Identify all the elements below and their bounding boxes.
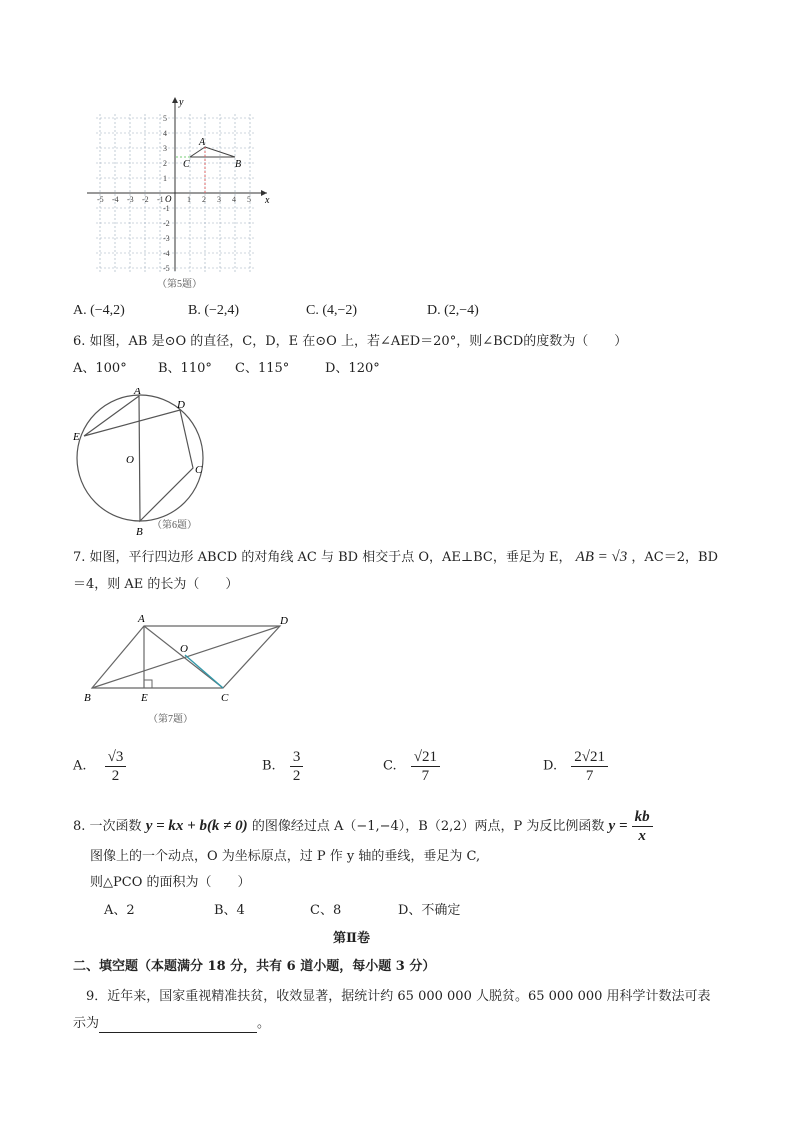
- q8-stem-line2: 图像上的一个动点，O 为坐标原点，过 P 作 y 轴的垂线，垂足为 C,: [90, 849, 481, 864]
- q6-label-c: C: [195, 464, 203, 476]
- q6-label-a: A: [134, 388, 141, 397]
- q5-tick-y: 1: [163, 174, 167, 183]
- q5-option-a[interactable]: A. (−4,2): [73, 303, 125, 318]
- q7-stem-math: AB = √3: [575, 549, 628, 565]
- section-title: 第Ⅱ卷: [333, 931, 370, 946]
- q5-tick-x: -2: [142, 195, 149, 204]
- q6-option-d[interactable]: D、120°: [325, 361, 380, 376]
- q7-label-o: O: [180, 643, 188, 655]
- q7-label-b: B: [84, 692, 91, 704]
- q5-option-b[interactable]: B. (−2,4): [188, 303, 240, 318]
- q9-answer-blank[interactable]: [99, 1019, 257, 1033]
- q7-label-e: E: [141, 692, 148, 704]
- q8-stem-line3: 则△PCO 的面积为（ ）: [90, 875, 251, 890]
- q6-label-d: D: [177, 399, 185, 411]
- q5-tick-y: 4: [163, 129, 167, 138]
- q7-label-d: D: [280, 615, 288, 627]
- q6-figure: [70, 388, 230, 538]
- q5-option-c[interactable]: C. (4,−2): [306, 303, 358, 318]
- q8-stem-line1: 8. 一次函数 y = kx + b(k ≠ 0) 的图像经过点 A（−1,−4），B（2,2）两点，P 为反比例函数 y = $\frac{kb}{x}$: [73, 808, 653, 845]
- q5-label-b: B: [235, 159, 242, 170]
- q7-option-a[interactable]: A. $\frac{√3}{2}$: [73, 748, 126, 785]
- q5-axis-y-label: y: [179, 97, 184, 108]
- q7-option-c[interactable]: C. $\frac{√21}{7}$: [383, 748, 440, 785]
- q7-option-d[interactable]: D. $\frac{2√21}{7}$: [543, 748, 608, 785]
- q5-figure: [85, 95, 275, 295]
- q7-option-b[interactable]: B. $\frac{3}{2}$: [262, 748, 303, 785]
- q5-option-d[interactable]: D. (2,−4): [427, 303, 479, 318]
- section-heading: 二、填空题（本题满分 18 分，共有 6 道小题，每小题 3 分）: [73, 959, 436, 974]
- q9-line2: 示为 。: [73, 1016, 271, 1031]
- q5-tick-x: -3: [127, 195, 134, 204]
- q6-option-b[interactable]: B、110°: [158, 361, 212, 376]
- q5-tick-y: -5: [163, 264, 170, 273]
- q5-tick-x: 5: [247, 195, 251, 204]
- q6-label-o: O: [126, 454, 134, 466]
- q7-label-c: C: [221, 692, 229, 704]
- q5-tick-y: 3: [163, 144, 167, 153]
- q7-stem-line1: 7. 如图，平行四边形 ABCD 的对角线 AC 与 BD 相交于点 O，AE⊥BC，垂足为 E， AB = √3 ，AC＝2，BD: [73, 549, 719, 565]
- q5-tick-y: -4: [163, 249, 170, 258]
- q7-label-a: A: [138, 613, 145, 625]
- q8-option-c[interactable]: C、8: [310, 903, 342, 918]
- q5-tick-y: -3: [163, 234, 170, 243]
- q6-label-e: E: [73, 431, 80, 443]
- q8-linear-function: y = kx + b(k ≠ 0): [145, 818, 248, 834]
- q6-label-b: B: [136, 526, 143, 538]
- q7-stem-line2: ＝4，则 AE 的长为（ ）: [73, 577, 239, 592]
- q6-option-c[interactable]: C、115°: [235, 361, 290, 376]
- q8-inverse-fraction: $\frac{kb}{x}$: [632, 808, 653, 845]
- q5-label-c: C: [183, 159, 190, 170]
- q5-tick-y: 5: [163, 114, 167, 123]
- q5-caption: （第5题）: [157, 279, 202, 290]
- q6-option-a[interactable]: A、100°: [73, 361, 127, 376]
- q5-triangle: [190, 147, 235, 157]
- q5-tick-x: -1: [157, 195, 164, 204]
- q5-tick-x: -4: [112, 195, 119, 204]
- q5-tick-x: 4: [232, 195, 236, 204]
- q7-caption: （第7题）: [148, 714, 193, 725]
- q8-option-d[interactable]: D、不确定: [398, 903, 461, 918]
- q6-stem: 6. 如图，AB 是⊙O 的直径，C，D，E 在⊙O 上，若∠AED＝20°，则∠BCD的度数为（ ）: [73, 334, 628, 349]
- q5-tick-x: 2: [202, 195, 206, 204]
- q8-option-a[interactable]: A、2: [104, 903, 135, 918]
- q7-figure: [80, 608, 300, 733]
- q5-label-o: O: [165, 194, 172, 204]
- q5-tick-y: -1: [163, 204, 170, 213]
- q5-tick-x: 1: [187, 195, 191, 204]
- q8-option-b[interactable]: B、4: [214, 903, 245, 918]
- q5-label-a: A: [199, 137, 206, 148]
- q5-axis-x-label: x: [265, 195, 270, 206]
- q6-caption: （第6题）: [152, 520, 197, 531]
- q5-tick-y: 2: [163, 159, 167, 168]
- q5-tick-x: 3: [217, 195, 221, 204]
- q5-tick-y: -2: [163, 219, 170, 228]
- q5-tick-x: -5: [97, 195, 104, 204]
- q9-line1: 9．近年来，国家重视精准扶贫，收效显著，据统计约 65 000 000 人脱贫。65 000 000 用科学计数法可表: [86, 989, 711, 1004]
